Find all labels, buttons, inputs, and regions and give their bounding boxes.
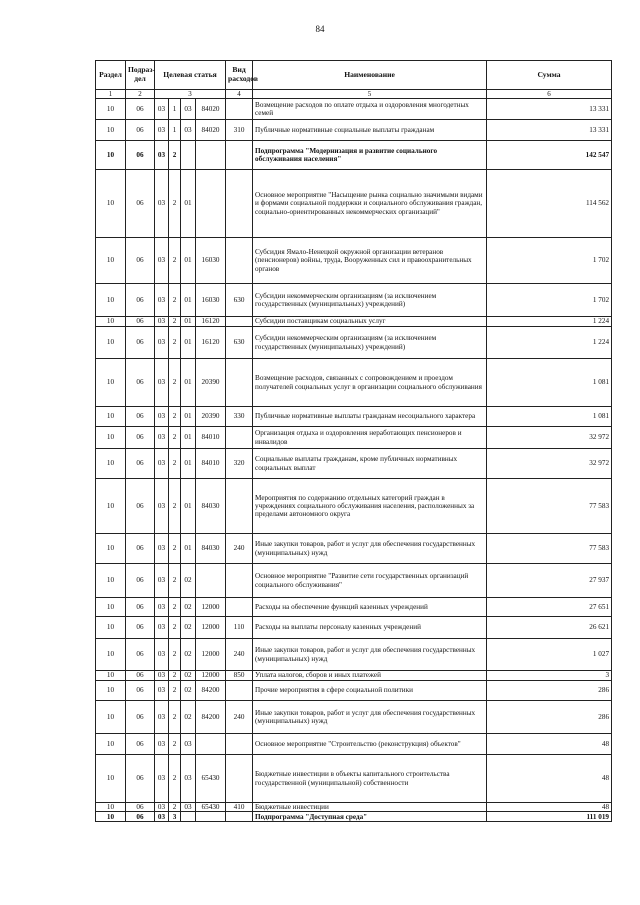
cell-program: 03 xyxy=(155,755,169,803)
cell-expense-type xyxy=(226,141,253,170)
cell-program: 03 xyxy=(155,317,169,327)
cell-expense-type: 240 xyxy=(226,701,253,734)
cell-amount: 142 547 xyxy=(487,141,612,170)
cell-direction: 20390 xyxy=(196,407,226,427)
cell-expense-type: 410 xyxy=(226,803,253,812)
cell-expense-type xyxy=(226,238,253,284)
cell-direction: 84200 xyxy=(196,681,226,701)
cell-program: 03 xyxy=(155,617,169,639)
cell-expense-type xyxy=(226,359,253,407)
cell-direction: 12000 xyxy=(196,671,226,681)
cell-program: 03 xyxy=(155,170,169,238)
cell-direction: 84010 xyxy=(196,427,226,449)
cell-expense-type xyxy=(226,598,253,617)
cell-amount: 1 224 xyxy=(487,317,612,327)
cell-expense-type xyxy=(226,317,253,327)
cell-subsection: 06 xyxy=(126,755,155,803)
cell-expense-type: 330 xyxy=(226,407,253,427)
cell-program: 03 xyxy=(155,479,169,534)
table-row xyxy=(96,120,612,141)
cell-activity: 01 xyxy=(181,479,196,534)
cell-subsection: 06 xyxy=(126,407,155,427)
cell-program: 03 xyxy=(155,359,169,407)
cell-expense-type: 320 xyxy=(226,449,253,479)
cell-amount: 32 972 xyxy=(487,427,612,449)
cell-amount: 48 xyxy=(487,803,612,812)
cell-amount: 26 621 xyxy=(487,617,612,639)
cell-name: Подпрограмма "Доступная среда" xyxy=(253,812,487,822)
cell-subsection: 06 xyxy=(126,141,155,170)
cell-section: 10 xyxy=(96,120,126,141)
cell-subprogram: 2 xyxy=(169,681,181,701)
cell-activity: 02 xyxy=(181,681,196,701)
cell-section: 10 xyxy=(96,639,126,671)
column-number: 6 xyxy=(487,90,612,99)
cell-activity: 02 xyxy=(181,617,196,639)
column-number: 3 xyxy=(155,90,226,99)
cell-amount: 1 081 xyxy=(487,407,612,427)
cell-amount: 1 027 xyxy=(487,639,612,671)
cell-subsection: 06 xyxy=(126,564,155,598)
table-row xyxy=(96,317,612,327)
cell-section: 10 xyxy=(96,317,126,327)
cell-name: Социальные выплаты гражданам, кроме публичных нормативных социальных выплат xyxy=(253,449,487,479)
cell-direction: 16030 xyxy=(196,284,226,317)
cell-subsection: 06 xyxy=(126,812,155,822)
cell-expense-type: 310 xyxy=(226,120,253,141)
cell-expense-type xyxy=(226,99,253,120)
cell-name: Возмещение расходов, связанных с сопровождением и проездом получателей социальных услуг в организации социального обслуживания xyxy=(253,359,487,407)
table-row xyxy=(96,734,612,755)
table-row xyxy=(96,99,612,120)
cell-expense-type xyxy=(226,681,253,701)
cell-subsection: 06 xyxy=(126,639,155,671)
cell-activity: 02 xyxy=(181,564,196,598)
cell-program: 03 xyxy=(155,639,169,671)
cell-subprogram: 2 xyxy=(169,238,181,284)
cell-program: 03 xyxy=(155,284,169,317)
cell-subsection: 06 xyxy=(126,681,155,701)
cell-name: Субсидии некоммерческим организациям (за исключением государственных (муниципальных) учреждений) xyxy=(253,327,487,359)
table-row xyxy=(96,407,612,427)
cell-expense-type xyxy=(226,564,253,598)
cell-subprogram: 2 xyxy=(169,755,181,803)
cell-section: 10 xyxy=(96,734,126,755)
table-row xyxy=(96,755,612,803)
cell-amount: 48 xyxy=(487,755,612,803)
cell-subprogram: 2 xyxy=(169,564,181,598)
cell-direction: 16120 xyxy=(196,327,226,359)
cell-section: 10 xyxy=(96,681,126,701)
cell-section: 10 xyxy=(96,812,126,822)
cell-direction: 84010 xyxy=(196,449,226,479)
table-row xyxy=(96,327,612,359)
cell-subsection: 06 xyxy=(126,317,155,327)
cell-activity: 01 xyxy=(181,238,196,284)
cell-activity: 03 xyxy=(181,755,196,803)
cell-subsection: 06 xyxy=(126,427,155,449)
cell-program: 03 xyxy=(155,812,169,822)
cell-activity: 01 xyxy=(181,327,196,359)
cell-subprogram: 2 xyxy=(169,317,181,327)
cell-expense-type xyxy=(226,734,253,755)
cell-amount: 111 019 xyxy=(487,812,612,822)
cell-amount: 77 583 xyxy=(487,534,612,564)
cell-program: 03 xyxy=(155,327,169,359)
cell-activity: 01 xyxy=(181,427,196,449)
cell-direction: 84020 xyxy=(196,99,226,120)
cell-subprogram: 2 xyxy=(169,359,181,407)
cell-subprogram: 2 xyxy=(169,479,181,534)
column-number-row xyxy=(96,90,612,99)
cell-section: 10 xyxy=(96,427,126,449)
cell-program: 03 xyxy=(155,701,169,734)
cell-activity: 03 xyxy=(181,99,196,120)
cell-subsection: 06 xyxy=(126,803,155,812)
cell-subprogram: 2 xyxy=(169,617,181,639)
cell-section: 10 xyxy=(96,803,126,812)
cell-section: 10 xyxy=(96,359,126,407)
cell-expense-type: 630 xyxy=(226,284,253,317)
cell-activity xyxy=(181,812,196,822)
cell-expense-type xyxy=(226,812,253,822)
table-row xyxy=(96,284,612,317)
cell-name: Мероприятия по содержанию отдельных категорий граждан в учреждениях социального обслуживания населения, расположенных за пределами автономного округа xyxy=(253,479,487,534)
table-row xyxy=(96,617,612,639)
cell-name: Уплата налогов, сборов и иных платежей xyxy=(253,671,487,681)
cell-amount: 286 xyxy=(487,681,612,701)
cell-section: 10 xyxy=(96,701,126,734)
cell-subprogram: 2 xyxy=(169,639,181,671)
table-row xyxy=(96,639,612,671)
cell-subsection: 06 xyxy=(126,327,155,359)
cell-amount: 13 331 xyxy=(487,99,612,120)
cell-subprogram: 2 xyxy=(169,407,181,427)
cell-subsection: 06 xyxy=(126,99,155,120)
cell-subsection: 06 xyxy=(126,479,155,534)
cell-name: Бюджетные инвестиции xyxy=(253,803,487,812)
cell-name: Возмещение расходов по оплате отдыха и оздоровления многодетных семей xyxy=(253,99,487,120)
cell-activity: 01 xyxy=(181,317,196,327)
cell-expense-type: 110 xyxy=(226,617,253,639)
cell-activity: 01 xyxy=(181,284,196,317)
cell-name: Расходы на выплаты персоналу казенных учреждений xyxy=(253,617,487,639)
cell-name: Субсидии поставщикам социальных услуг xyxy=(253,317,487,327)
cell-name: Иные закупки товаров, работ и услуг для обеспечения государственных (муниципальных) нужд xyxy=(253,701,487,734)
cell-section: 10 xyxy=(96,141,126,170)
cell-name: Бюджетные инвестиции в объекты капитального строительства государственной (муниципальной) собственности xyxy=(253,755,487,803)
cell-direction xyxy=(196,564,226,598)
header-subsection: Подраз-дел xyxy=(126,61,155,90)
cell-direction: 16030 xyxy=(196,238,226,284)
table-row xyxy=(96,803,612,812)
cell-direction: 12000 xyxy=(196,639,226,671)
cell-section: 10 xyxy=(96,327,126,359)
header-target: Целевая статья xyxy=(155,61,226,90)
cell-subsection: 06 xyxy=(126,617,155,639)
cell-subprogram: 3 xyxy=(169,812,181,822)
header-section: Раздел xyxy=(96,61,126,90)
cell-amount: 1 081 xyxy=(487,359,612,407)
cell-section: 10 xyxy=(96,99,126,120)
cell-activity: 01 xyxy=(181,359,196,407)
cell-section: 10 xyxy=(96,598,126,617)
cell-expense-type xyxy=(226,479,253,534)
table-row xyxy=(96,701,612,734)
cell-direction: 12000 xyxy=(196,598,226,617)
cell-amount: 32 972 xyxy=(487,449,612,479)
cell-amount: 13 331 xyxy=(487,120,612,141)
cell-name: Основное мероприятие "Строительство (реконструкция) объектов" xyxy=(253,734,487,755)
cell-subprogram: 1 xyxy=(169,99,181,120)
cell-subprogram: 2 xyxy=(169,701,181,734)
table-row xyxy=(96,238,612,284)
cell-activity xyxy=(181,141,196,170)
cell-name: Расходы на обеспечение функций казенных учреждений xyxy=(253,598,487,617)
table-row xyxy=(96,141,612,170)
cell-section: 10 xyxy=(96,449,126,479)
cell-subprogram: 2 xyxy=(169,803,181,812)
cell-direction xyxy=(196,734,226,755)
cell-name: Иные закупки товаров, работ и услуг для обеспечения государственных (муниципальных) нужд xyxy=(253,534,487,564)
cell-subprogram: 2 xyxy=(169,449,181,479)
cell-section: 10 xyxy=(96,755,126,803)
cell-direction: 84020 xyxy=(196,120,226,141)
table-row xyxy=(96,359,612,407)
cell-program: 03 xyxy=(155,598,169,617)
cell-subprogram: 2 xyxy=(169,534,181,564)
cell-section: 10 xyxy=(96,170,126,238)
cell-subsection: 06 xyxy=(126,449,155,479)
cell-expense-type: 240 xyxy=(226,534,253,564)
cell-amount: 77 583 xyxy=(487,479,612,534)
cell-activity: 01 xyxy=(181,170,196,238)
cell-program: 03 xyxy=(155,681,169,701)
cell-amount: 1 224 xyxy=(487,327,612,359)
cell-amount: 27 651 xyxy=(487,598,612,617)
cell-program: 03 xyxy=(155,99,169,120)
cell-direction: 84200 xyxy=(196,701,226,734)
table-row xyxy=(96,598,612,617)
cell-expense-type xyxy=(226,170,253,238)
table-row xyxy=(96,671,612,681)
cell-name: Субсидии некоммерческим организациям (за исключением государственных (муниципальных) учреждений) xyxy=(253,284,487,317)
cell-name: Субсидия Ямало-Ненецкой окружной организации ветеранов (пенсионеров) войны, труда, Вооруженных сил и правоохранительных органов xyxy=(253,238,487,284)
cell-activity: 01 xyxy=(181,534,196,564)
cell-direction: 16120 xyxy=(196,317,226,327)
table-row xyxy=(96,534,612,564)
cell-activity: 02 xyxy=(181,598,196,617)
cell-direction: 84030 xyxy=(196,479,226,534)
cell-subsection: 06 xyxy=(126,534,155,564)
cell-program: 03 xyxy=(155,427,169,449)
cell-program: 03 xyxy=(155,734,169,755)
table-row xyxy=(96,170,612,238)
cell-subprogram: 1 xyxy=(169,120,181,141)
cell-expense-type xyxy=(226,755,253,803)
cell-subsection: 06 xyxy=(126,238,155,284)
cell-name: Организация отдыха и оздоровления неработающих пенсионеров и инвалидов xyxy=(253,427,487,449)
cell-subprogram: 2 xyxy=(169,141,181,170)
cell-program: 03 xyxy=(155,449,169,479)
column-number: 5 xyxy=(253,90,487,99)
cell-activity: 01 xyxy=(181,449,196,479)
cell-subprogram: 2 xyxy=(169,327,181,359)
cell-program: 03 xyxy=(155,407,169,427)
cell-subsection: 06 xyxy=(126,170,155,238)
cell-program: 03 xyxy=(155,534,169,564)
cell-section: 10 xyxy=(96,238,126,284)
cell-subsection: 06 xyxy=(126,671,155,681)
column-number: 4 xyxy=(226,90,253,99)
cell-subsection: 06 xyxy=(126,359,155,407)
cell-amount: 1 702 xyxy=(487,238,612,284)
cell-subsection: 06 xyxy=(126,734,155,755)
cell-name: Основное мероприятие "Насыщение рынка социально значимыми видами и формами социальной поддержки и социального обслуживания граждан, социально-ориентированных некоммерческих организаций" xyxy=(253,170,487,238)
cell-amount: 286 xyxy=(487,701,612,734)
table-row xyxy=(96,427,612,449)
cell-amount: 27 937 xyxy=(487,564,612,598)
cell-direction xyxy=(196,170,226,238)
cell-amount: 3 xyxy=(487,671,612,681)
cell-subsection: 06 xyxy=(126,120,155,141)
cell-activity: 02 xyxy=(181,671,196,681)
cell-expense-type xyxy=(226,427,253,449)
cell-name: Публичные нормативные социальные выплаты гражданам xyxy=(253,120,487,141)
cell-subsection: 06 xyxy=(126,701,155,734)
cell-subprogram: 2 xyxy=(169,427,181,449)
table-row xyxy=(96,479,612,534)
cell-section: 10 xyxy=(96,479,126,534)
cell-expense-type: 630 xyxy=(226,327,253,359)
column-number: 2 xyxy=(126,90,155,99)
cell-direction xyxy=(196,812,226,822)
cell-amount: 1 702 xyxy=(487,284,612,317)
cell-activity: 03 xyxy=(181,803,196,812)
page-number: 84 xyxy=(315,24,325,34)
cell-subprogram: 2 xyxy=(169,734,181,755)
cell-direction: 65430 xyxy=(196,755,226,803)
table-body xyxy=(96,99,612,822)
cell-section: 10 xyxy=(96,284,126,317)
header-expense-type: Вид расходов xyxy=(226,61,253,90)
cell-name: Подпрограмма "Модернизация и развитие социального обслуживания населения" xyxy=(253,141,487,170)
header-amount: Сумма xyxy=(487,61,612,90)
cell-direction: 84030 xyxy=(196,534,226,564)
header-row xyxy=(96,61,612,90)
cell-name: Основное мероприятие "Развитие сети государственных организаций социального обслуживания" xyxy=(253,564,487,598)
cell-section: 10 xyxy=(96,564,126,598)
cell-activity: 02 xyxy=(181,701,196,734)
cell-subsection: 06 xyxy=(126,598,155,617)
cell-name: Иные закупки товаров, работ и услуг для обеспечения государственных (муниципальных) нужд xyxy=(253,639,487,671)
cell-activity: 01 xyxy=(181,407,196,427)
table-row xyxy=(96,812,612,822)
cell-program: 03 xyxy=(155,120,169,141)
cell-direction xyxy=(196,141,226,170)
cell-program: 03 xyxy=(155,803,169,812)
cell-expense-type: 850 xyxy=(226,671,253,681)
cell-direction: 65430 xyxy=(196,803,226,812)
cell-amount: 114 562 xyxy=(487,170,612,238)
cell-direction: 12000 xyxy=(196,617,226,639)
cell-section: 10 xyxy=(96,407,126,427)
header-name: Наименование xyxy=(253,61,487,90)
cell-section: 10 xyxy=(96,671,126,681)
cell-subprogram: 2 xyxy=(169,284,181,317)
cell-section: 10 xyxy=(96,617,126,639)
cell-amount: 48 xyxy=(487,734,612,755)
column-number: 1 xyxy=(96,90,126,99)
table-row xyxy=(96,681,612,701)
cell-expense-type: 240 xyxy=(226,639,253,671)
cell-direction: 20390 xyxy=(196,359,226,407)
cell-activity: 03 xyxy=(181,120,196,141)
cell-activity: 03 xyxy=(181,734,196,755)
cell-activity: 02 xyxy=(181,639,196,671)
cell-subsection: 06 xyxy=(126,284,155,317)
cell-program: 03 xyxy=(155,564,169,598)
cell-program: 03 xyxy=(155,238,169,284)
cell-subprogram: 2 xyxy=(169,170,181,238)
cell-section: 10 xyxy=(96,534,126,564)
table-row xyxy=(96,564,612,598)
cell-program: 03 xyxy=(155,141,169,170)
cell-subprogram: 2 xyxy=(169,598,181,617)
table-row xyxy=(96,449,612,479)
cell-subprogram: 2 xyxy=(169,671,181,681)
budget-table xyxy=(95,60,612,822)
cell-name: Публичные нормативные выплаты гражданам несоциального характера xyxy=(253,407,487,427)
cell-name: Прочие мероприятия в сфере социальной политики xyxy=(253,681,487,701)
cell-program: 03 xyxy=(155,671,169,681)
